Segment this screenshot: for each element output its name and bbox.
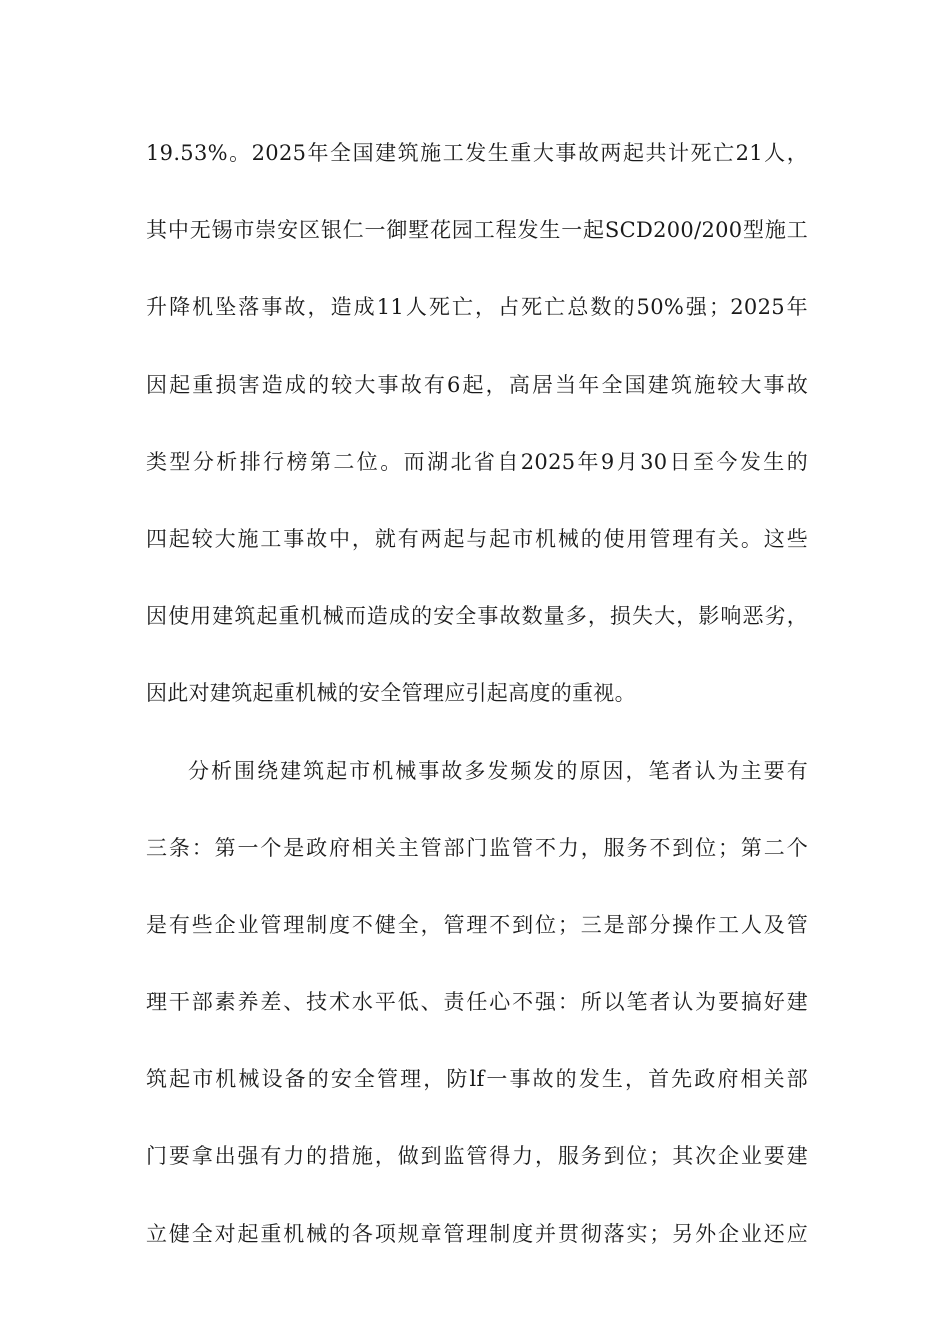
text-line: 类型分析排行榜第二位。而湖北省自2025年9月30日至今发生的 <box>146 449 808 474</box>
paragraph-1 <box>146 134 808 713</box>
text-line: 因此对建筑起重机械的安全管理应引起高度的重视。 <box>146 681 636 706</box>
text-line: 四起较大施工事故中，就有两起与起市机械的使用管理有关。这些 <box>146 526 808 551</box>
text-line: 三条：第一个是政府相关主管部门监管不力，服务不到位；第二个 <box>146 835 808 860</box>
text-line: 门要拿出强有力的措施，做到监管得力，服务到位；其次企业要建 <box>146 1144 808 1169</box>
text-line: 筑起市机械设备的安全管理，防lf一事故的发生，首先政府相关部 <box>146 1067 808 1092</box>
text-line: 是有些企业管理制度不健全，管理不到位；三是部分操作工人及管 <box>146 912 808 937</box>
text-line: 因起重损害造成的较大事故有6起，高居当年全国建筑施较大事故 <box>146 372 808 397</box>
text-line: 分析围绕建筑起市机械事故多发频发的原因，笔者认为主要有 <box>188 758 808 783</box>
text-line: 理干部素养差、技术水平低、责任心不强：所以笔者认为要搞好建 <box>146 990 808 1015</box>
text-line: 19.53%。2025年全国建筑施工发生重大事故两起共计死亡21人， <box>146 141 808 165</box>
body-text <box>146 134 808 1292</box>
paragraph-2 <box>146 752 808 1254</box>
text-line: 因使用建筑起重机械而造成的安全事故数量多，损失大，影响恶劣， <box>146 604 808 629</box>
text-line: 其中无锡市崇安区银仁一御墅花园工程发生一起SCD200/200型施工 <box>146 218 808 243</box>
text-line: 立健全对起重机械的各项规章管理制度并贯彻落实；另外企业还应 <box>146 1221 808 1246</box>
text-line: 升降机坠落事故，造成11人死亡，占死亡总数的50%强；2025年 <box>146 295 808 320</box>
